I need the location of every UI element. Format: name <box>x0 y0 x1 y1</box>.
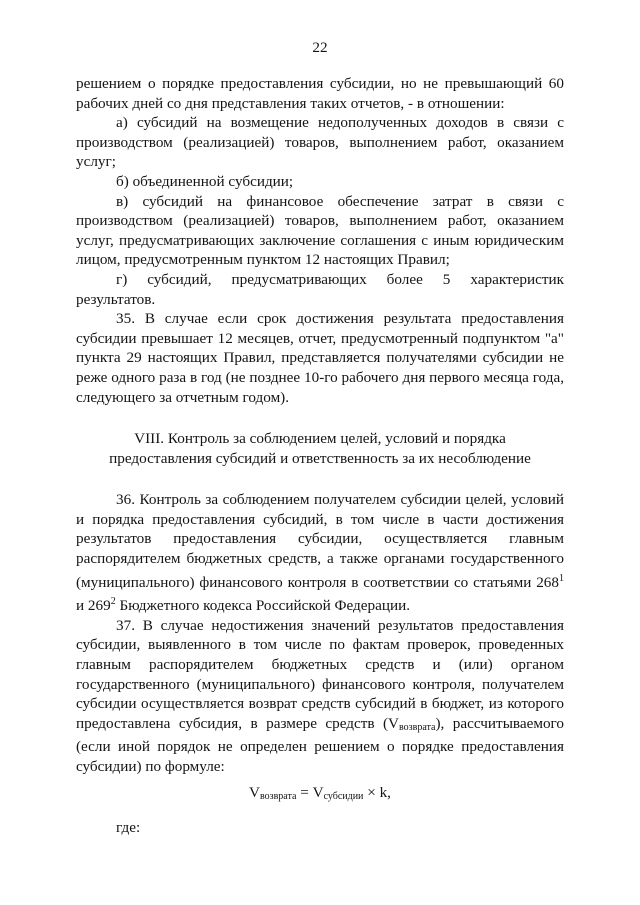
superscript-2: 2 <box>110 596 116 608</box>
document-body <box>76 74 564 838</box>
subscript-vozvrata: возврата <box>399 721 436 733</box>
paragraph-36-and: и 269 <box>76 597 111 615</box>
formula-tail: × k, <box>363 783 391 801</box>
page-number: 22 <box>312 39 328 56</box>
paragraph-intro: решением о порядке предоставления субсидии, но не превышающий 60 рабочих дней со дня представления таких отчетов, - в отношении: <box>76 75 564 112</box>
paragraph-35: 35. В случае если срок достижения результата предоставления субсидии превышает 12 месяцев, отчет, предусмотренный подпунктом "а" пункта 29 настоящих Правил, представляется получателями субсидии не реже одного раза в год (не позднее 10-го рабочего дня первого месяца года, следующего за отчетным годом). <box>76 310 564 406</box>
formula-equals: = V <box>296 783 324 801</box>
paragraph-where: где: <box>116 819 141 837</box>
formula <box>76 783 564 807</box>
list-item-a: а) субсидий на возмещение недополученных доходов в связи с производством (реализацией) товаров, выполнением работ, оказанием услуг; <box>76 114 564 171</box>
paragraph-36-text: 36. Контроль за соблюдением получателем субсидии целей, условий и порядка предоставления субсидий, в том числе в части достижения результатов предоставления субсидии, осуществляется главным распорядителем бюджетных средств, а также органами государственного (муниципального) финансового контроля в соответствии со статьями 268 <box>76 491 564 591</box>
paragraph-37-tail: ), рассчитываемого (если иной порядок не определен решением о порядке предоставления субсидии) по формуле: <box>76 714 564 775</box>
list-item-v: в) субсидий на финансовое обеспечение затрат в связи с производством (реализацией) товаров, выполнением работ, оказанием услуг, предусматривающих заключение соглашения с иным юридическим лицом, предусмотренным пунктом 12 настоящих Правил; <box>76 192 564 269</box>
paragraph-36-tail: Бюджетного кодекса Российской Федерации. <box>115 597 411 615</box>
paragraph-37-text: 37. В случае недостижения значений результатов предоставления субсидии, выявленного в том числе по фактам проверок, проведенных главным распорядителем бюджетных средств и (или) органом государственного (муниципального) финансового контроля, получателем субсидии осуществляется возврат средств субсидий в бюджет, из которого предоставлена субсидия, в размере средств (V <box>76 616 564 732</box>
formula-v: V <box>249 783 260 801</box>
paragraph-37 <box>76 616 564 777</box>
formula-sub-vozvrata: возврата <box>259 790 297 802</box>
formula-sub-subsidii: субсидии <box>323 790 364 802</box>
section-heading-line1: VIII. Контроль за соблюдением целей, условий и порядка <box>134 430 506 448</box>
section-heading <box>76 429 564 468</box>
section-heading-line2: предоставления субсидий и ответственность за их несоблюдение <box>109 449 531 467</box>
list-item-g: г) субсидий, предусматривающих более 5 характеристик результатов. <box>76 270 564 308</box>
superscript-1: 1 <box>559 572 564 584</box>
list-item-b: б) объединенной субсидии; <box>116 172 294 190</box>
paragraph-36 <box>76 490 564 616</box>
